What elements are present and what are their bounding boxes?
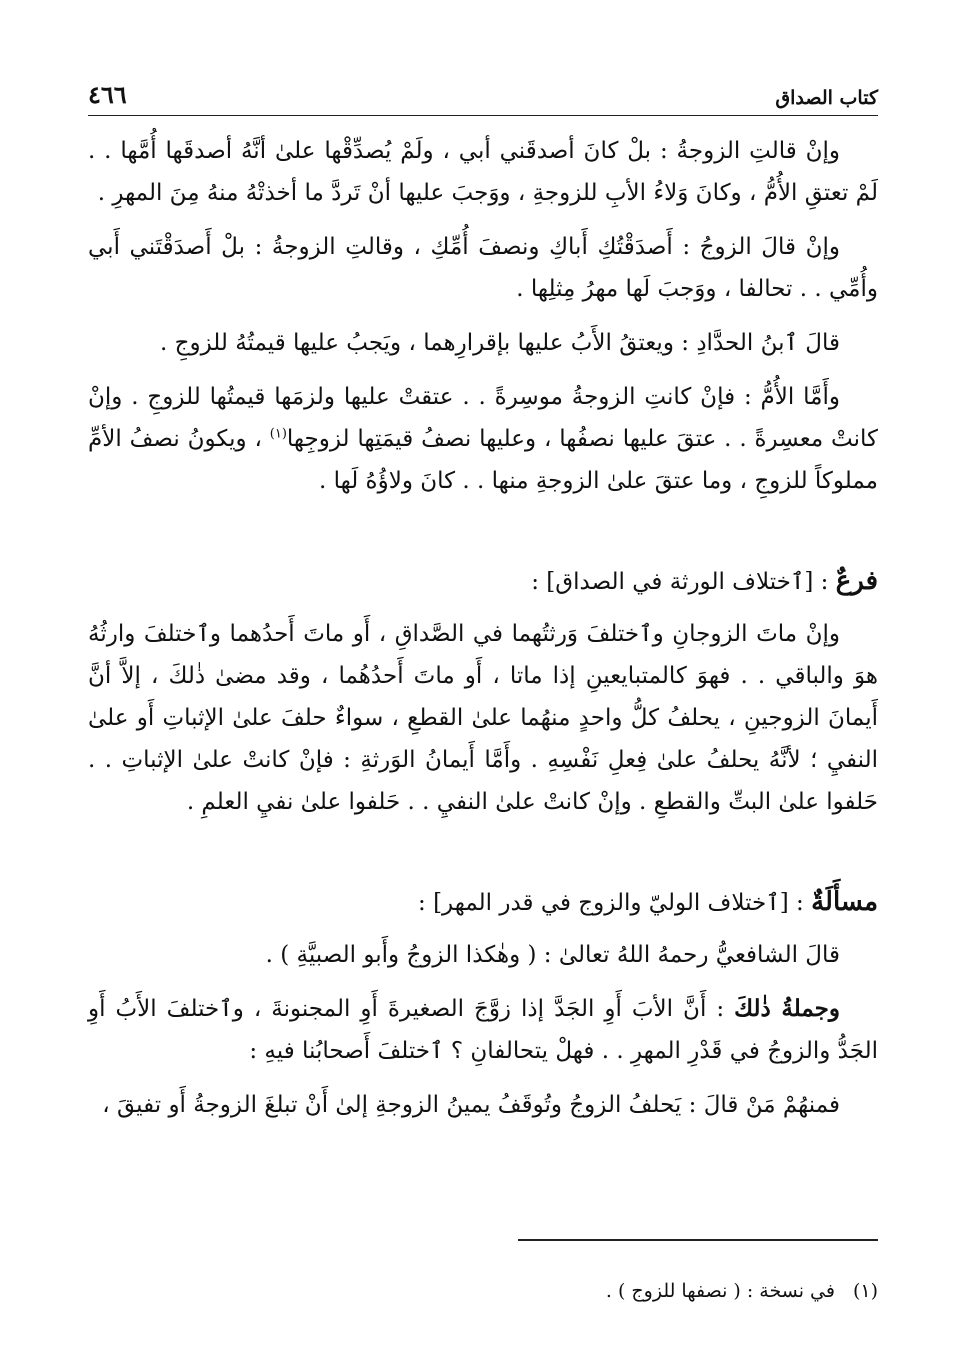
paragraph-1: وإنْ قالتِ الزوجةُ : بلْ كانَ أصدقَني أبي ، ولَمْ يُصدِّقْها علىٰ أنَّهُ أصدقَها أُمَّها . . لَمْ تعتقِ الأُمُّ ، وكانَ وَلاءُ الأبِ للزوجةِ ، ووَجبَ عليها أنْ تَردَّ ما أخذتْهُ منهُ مِنَ المهرِ . <box>88 138 878 206</box>
paragraph-7 <box>88 988 878 1072</box>
heading-term: فرعٌ <box>835 566 878 596</box>
heading-term: مسأَلَةٌ <box>811 887 878 917</box>
running-title: كتاب الصداق <box>775 87 878 109</box>
footnote-marker: (١) <box>852 1280 878 1302</box>
paragraph-6: قالَ الشافعيُّ رحمهُ اللهُ تعالىٰ : ( وهٰكذا الزوجُ وأَبو الصبيَّةِ ) . <box>265 942 840 968</box>
paragraph-4 <box>88 376 878 502</box>
heading-title: : [ٱختلاف الوليّ والزوج في قدر المهر] : <box>418 890 812 916</box>
heading-title: : [ٱختلاف الورثة في الصداق] : <box>531 569 836 595</box>
footnote <box>606 1276 878 1306</box>
book-page <box>88 76 878 1336</box>
paragraph-2: وإنْ قالَ الزوجُ : أَصدَقْتُكِ أَباكِ ونصفَ أُمِّكِ ، وقالتِ الزوجةُ : بلْ أَصدَقْتَني أَبي وأُمِّي . . تحالفا ، ووَجبَ لَها مهرُ مِثلِها . <box>88 234 878 302</box>
footnote-divider <box>518 1239 878 1241</box>
running-head <box>88 76 878 116</box>
paragraph-5: وإنْ ماتَ الزوجانِ وٱختلفَ وَرثتُهما في الصَّداقِ ، أَو ماتَ أَحدُهما وٱختلفَ وارثُهُ هوَ والباقي . . فهوَ كالمتبايعينِ إذا ماتا ، أَو ماتَ أَحدُهُما ، وقد مضىٰ ذٰلكَ ، إلاَّ أنَّ أَيمانَ الزوجينِ ، يحلفُ كلُّ واحدٍ منهُما علىٰ القطعِ ، سواءٌ حلفَ علىٰ الإثباتِ أَو علىٰ النفيِ ؛ لأنَّهُ يحلفُ علىٰ فِعلِ نَفْسِهِ . وأَمَّا أَيمانُ الوَرثةِ : فإنْ كانتْ علىٰ الإثباتِ . . حَلفوا علىٰ البتِّ والقطعِ . وإنْ كانتْ علىٰ النفيِ . . حَلفوا علىٰ نفيِ العلمِ . <box>88 621 878 815</box>
paragraph-3: قالَ ٱبنُ الحدَّادِ : ويعتقُ الأَبُ عليها بإقرارِهما ، ويَجبُ عليها قيمتُهُ للزوجِ . <box>160 330 840 356</box>
paragraph-4-part-2: ، ويكونُ نصفُ الأمِّ مملوكاً للزوجِ ، وما عتقَ علىٰ الزوجةِ منها . . كانَ ولاؤُهُ لَها . <box>88 426 878 494</box>
paragraph-4-part-1: وأَمَّا الأُمُّ : فإنْ كانتِ الزوجةُ موسِرةً . . عتقتْ عليها ولزمَها قيمتُها للزوجِ . وإنْ كانتْ معسِرةً . . عتقَ عليها نصفُها ، وعليها نصفُ قيمَتِها لزوجِها <box>88 384 878 452</box>
page-number: ٤٦٦ <box>88 80 127 109</box>
body-text <box>88 130 878 1138</box>
section-heading-far <box>88 560 878 603</box>
paragraph-8: فمنهُمْ مَنْ قالَ : يَحلفُ الزوجُ وتُوقَفُ يمينُ الزوجةِ إلىٰ أَنْ تبلغَ الزوجةُ أَو تفيقَ ، <box>102 1092 840 1118</box>
section-heading-masala <box>88 881 878 924</box>
paragraph-7-body: : أَنَّ الأبَ أَوِ الجَدَّ إذا زوَّجَ الصغيرةَ أَوِ المجنونةَ ، وٱختلفَ الأَبُ أَوِ الجَدُّ والزوجُ في قَدْرِ المهرِ . . فهلْ يتحالفانِ ؟ ٱختلفَ أَصحابُنا فيهِ : <box>88 996 878 1064</box>
footnote-reference: (١) <box>269 426 287 442</box>
paragraph-7-lead: وجملةُ ذٰلكَ <box>734 995 840 1022</box>
footnote-text: في نسخة : ( نصفها للزوج ) . <box>605 1280 835 1302</box>
